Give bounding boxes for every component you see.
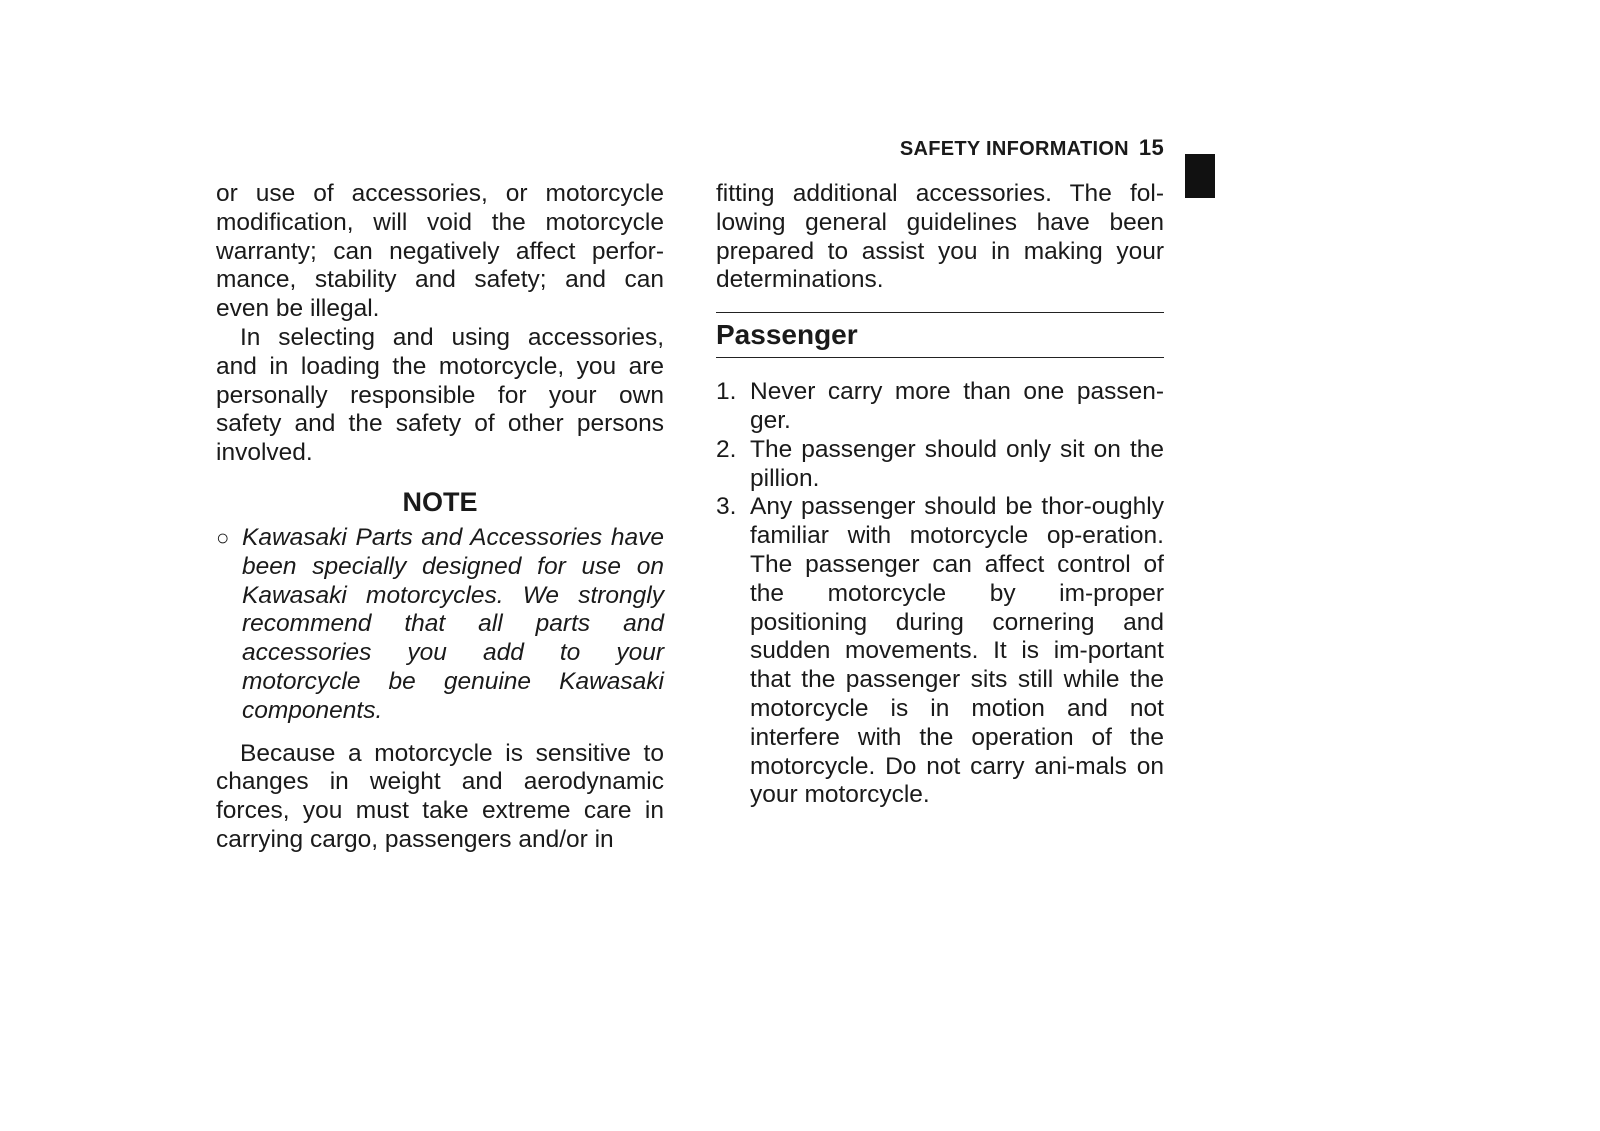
list-item xyxy=(716,436,1164,494)
list-number: 3. xyxy=(716,493,737,521)
right-column xyxy=(716,180,1164,810)
list-text: Any passenger should be thor-oughly familiar with motorcycle op-eration. The passenger can affect control of the motorcycle by im-proper positioning during cornering and sudden movements. It is im-portant that the passenger sits still while the motorcycle is in motion and not interfere with the operation of the motorcycle. Do not carry ani-mals on your motorcycle. xyxy=(750,493,1164,809)
left-column xyxy=(216,180,664,855)
page-number: 15 xyxy=(1138,135,1164,160)
thumb-index-tab xyxy=(1185,154,1215,198)
left-paragraph-3: Because a motorcycle is sensitive to changes in weight and aerodynamic forces, you must take extreme care in carrying cargo, passengers and/or in xyxy=(216,739,664,853)
list-item xyxy=(716,378,1164,436)
left-paragraph-2: In selecting and using accessories, and in loading the motorcycle, you are personally responsible for your own safety and the safety of other persons involved. xyxy=(216,323,664,467)
right-paragraph-1: fitting additional accessories. The fol-lowing general guidelines have been prepared to assist you in making your determinations. xyxy=(716,180,1164,294)
note-item xyxy=(216,524,664,726)
circle-bullet-icon: ○ xyxy=(216,524,230,550)
section-title: Passenger xyxy=(716,319,858,351)
note-text: Kawasaki Parts and Accessories have been specially designed for use on Kawasaki motorcycles. We strongly recommend that all parts and accessories you add to your motorcycle be genuine Kawasaki components. xyxy=(242,523,664,724)
list-text: Never carry more than one passen-ger. xyxy=(750,378,1164,434)
running-header xyxy=(900,135,1164,161)
list-item xyxy=(716,493,1164,810)
section-rule-bottom xyxy=(716,357,1164,358)
list-number: 2. xyxy=(716,435,737,463)
section-name: SAFETY INFORMATION xyxy=(899,138,1129,160)
left-paragraph-1: or use of accessories, or motorcycle modification, will void the motorcycle warranty; can negatively affect perfor-mance, stability and safety; and can even be illegal. xyxy=(216,180,664,323)
note-heading: NOTE xyxy=(402,486,478,517)
list-text: The passenger should only sit on the pillion. xyxy=(750,435,1164,492)
passenger-guidelines-list xyxy=(716,378,1164,810)
list-number: 1. xyxy=(716,378,737,406)
